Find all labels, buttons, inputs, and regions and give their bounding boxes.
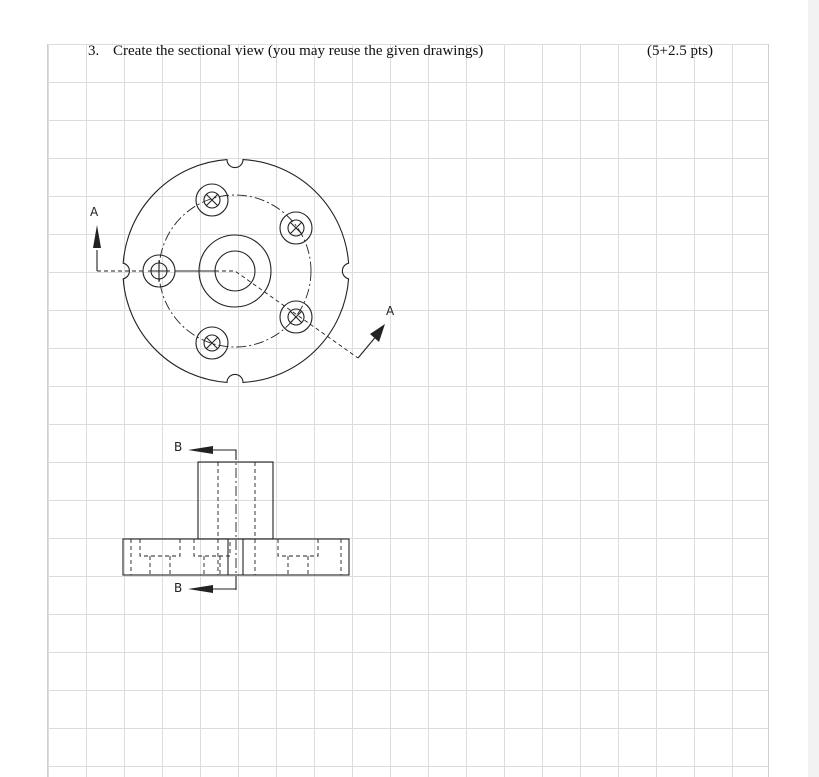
question-points: (5+2.5 pts) [647, 43, 713, 59]
section-label-b-top: B [174, 440, 183, 454]
question-text: Create the sectional view (you may reuse the given drawings) [113, 43, 484, 59]
bolt-hole-left [143, 255, 175, 287]
section-arrow-right [370, 324, 385, 342]
section-label-b-bottom: B [174, 581, 183, 595]
section-arrow-b-top [188, 446, 213, 454]
cutting-plane-b [188, 446, 236, 593]
question-number: 3. [88, 43, 100, 59]
top-view [90, 160, 395, 383]
bolt-hole-top [196, 184, 228, 216]
bolt-hole-upper-right [280, 212, 312, 244]
bolt-hole-bottom [196, 327, 228, 359]
section-label-a-left: A [90, 205, 99, 219]
hub-bore-circle [215, 251, 255, 291]
section-arrow-b-bottom [188, 585, 213, 593]
hub-outline [198, 462, 273, 539]
front-view [123, 440, 349, 595]
cutting-plane-a [93, 225, 385, 358]
section-label-a-right: A [386, 304, 395, 318]
section-arrow-left [93, 225, 101, 248]
